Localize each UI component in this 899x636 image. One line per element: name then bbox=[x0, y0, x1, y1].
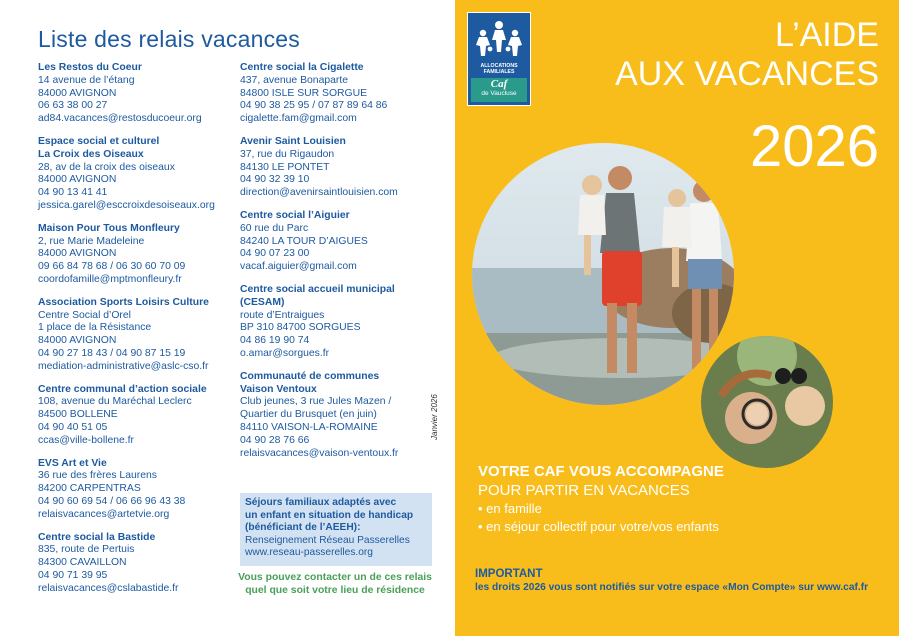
relais-name: Centre communal d’action sociale bbox=[38, 383, 207, 395]
logo-department: de Vaucluse bbox=[481, 90, 517, 97]
relais-detail: 437, avenue Bonaparte bbox=[240, 74, 349, 86]
relais-name: Avenir Saint Louisien bbox=[240, 135, 346, 147]
hero-title-line-1: L’AIDE bbox=[775, 16, 879, 54]
relais-email-link[interactable]: relaisvacances@cslabastide.fr bbox=[38, 582, 179, 594]
relais-email-link[interactable]: jessica.garel@esccroixdesoiseaux.org bbox=[38, 199, 215, 211]
relais-detail: 04 86 19 90 74 bbox=[240, 335, 310, 347]
relais-detail: 2, rue Marie Madeleine bbox=[38, 235, 145, 247]
important-text: les droits 2026 vous sont notifiés sur votre espace «Mon Compte» sur www.caf.fr bbox=[475, 582, 869, 593]
relais-name: Vaison Ventoux bbox=[240, 383, 317, 395]
relais-email-link[interactable]: ccas@ville-bollene.fr bbox=[38, 434, 135, 446]
special-box-line-1: Renseignement Réseau Passerelles bbox=[245, 534, 410, 546]
special-box-title-1: Séjours familiaux adaptés avec bbox=[245, 497, 397, 508]
relais-detail: 04 90 71 39 95 bbox=[38, 569, 108, 581]
bullet-collective: • en séjour collectif pour votre/vos enfants bbox=[478, 519, 719, 534]
relais-column-1 bbox=[38, 62, 238, 605]
relais-detail: route d’Entraigues bbox=[240, 309, 325, 321]
relais-detail: 04 90 38 25 95 / 07 87 89 64 86 bbox=[240, 100, 388, 112]
relais-detail: 84130 LE PONTET bbox=[240, 161, 330, 173]
relais-detail: 04 90 07 23 00 bbox=[240, 248, 310, 260]
special-stays-box bbox=[240, 493, 432, 566]
family-beach-illustration bbox=[472, 143, 734, 405]
relais-detail: 84800 ISLE SUR SORGUE bbox=[240, 87, 368, 99]
relais-name: Les Restos du Coeur bbox=[38, 62, 142, 73]
caf-logo bbox=[467, 12, 531, 106]
logo-org-line-2: FAMILIALES bbox=[483, 69, 515, 75]
logo-caf-text: Caf bbox=[490, 78, 508, 90]
relais-name: Centre social l’Aiguier bbox=[240, 209, 350, 221]
relais-email-link[interactable]: cigalette.fam@gmail.com bbox=[240, 113, 357, 125]
relais-detail: 14 avenue de l’étang bbox=[38, 74, 135, 86]
relais-detail: 84500 BOLLENE bbox=[38, 409, 118, 421]
relais-name: Communauté de communes bbox=[240, 370, 380, 382]
bullet-family: • en famille bbox=[478, 501, 542, 516]
relais-detail: BP 310 84700 SORGUES bbox=[240, 322, 361, 334]
relais-email-link[interactable]: relaisvacances@artetvie.org bbox=[38, 508, 170, 520]
relais-name: Centre social accueil municipal bbox=[240, 283, 395, 295]
hero-title-line-2: AUX VACANCES bbox=[615, 55, 879, 93]
tagline-sub: POUR PARTIR EN VACANCES bbox=[478, 482, 690, 499]
relais-detail: 84110 VAISON-LA-ROMAINE bbox=[240, 421, 378, 433]
relais-detail: Club jeunes, 3 rue Jules Mazen / bbox=[240, 396, 392, 408]
family-figures-icon bbox=[468, 15, 530, 63]
tagline bbox=[478, 462, 888, 536]
relais-detail: 04 90 28 76 66 bbox=[240, 434, 310, 446]
logo-caf-block bbox=[471, 78, 527, 102]
publication-date: Janvier 2026 bbox=[430, 394, 439, 440]
relais-entry bbox=[38, 297, 238, 374]
relais-detail: 84240 LA TOUR D’AIGUES bbox=[240, 235, 368, 247]
relais-entry bbox=[38, 458, 238, 522]
relais-entry bbox=[240, 136, 435, 200]
relais-detail: 84000 AVIGNON bbox=[38, 87, 117, 99]
relais-entry bbox=[240, 210, 435, 274]
relais-detail: 84000 AVIGNON bbox=[38, 248, 117, 260]
relais-name: Association Sports Loisirs Culture bbox=[38, 296, 209, 308]
relais-name: Centre social la Bastide bbox=[38, 531, 156, 543]
contact-note-line-2: quel que soit votre lieu de résidence bbox=[245, 585, 425, 596]
family-beach-photo bbox=[472, 143, 734, 405]
relais-entry bbox=[38, 223, 238, 287]
relais-entry bbox=[38, 532, 238, 596]
relais-detail: 04 90 60 69 54 / 06 66 96 43 38 bbox=[38, 495, 186, 507]
relais-detail: 04 90 40 51 05 bbox=[38, 421, 108, 433]
relais-entry bbox=[38, 384, 238, 448]
relais-entry bbox=[240, 62, 435, 126]
relais-entry bbox=[38, 62, 238, 126]
relais-email-link[interactable]: o.amar@sorgues.fr bbox=[240, 347, 330, 359]
relais-name: (CESAM) bbox=[240, 296, 285, 308]
relais-detail: 84000 AVIGNON bbox=[38, 174, 117, 186]
relais-detail: 04 90 27 18 43 / 04 90 87 15 19 bbox=[38, 347, 186, 359]
contact-note bbox=[230, 571, 440, 597]
relais-name: La Croix des Oiseaux bbox=[38, 148, 144, 160]
relais-detail: 28, av de la croix des oiseaux bbox=[38, 161, 175, 173]
relais-column-2 bbox=[240, 62, 435, 470]
relais-detail: 09 66 84 78 68 / 06 30 60 70 09 bbox=[38, 261, 186, 273]
kids-illustration bbox=[701, 336, 833, 468]
relais-detail: Quartier du Brusquet (en juin) bbox=[240, 409, 377, 421]
relais-detail: 835, route de Pertuis bbox=[38, 544, 135, 556]
relais-detail: 84200 CARPENTRAS bbox=[38, 483, 141, 495]
tagline-heading: VOTRE CAF VOUS ACCOMPAGNE bbox=[478, 463, 724, 480]
relais-entry bbox=[240, 371, 435, 461]
special-box-title-2: un enfant en situation de handicap bbox=[245, 509, 414, 521]
relais-detail: 37, rue du Rigaudon bbox=[240, 148, 335, 160]
relais-email-link[interactable]: coordofamille@mptmonfleury.fr bbox=[38, 273, 182, 285]
relais-detail: 36 rue des frères Laurens bbox=[38, 470, 157, 482]
relais-email-link[interactable]: relaisvacances@vaison-ventoux.fr bbox=[240, 447, 399, 459]
relais-detail: 60 rue du Parc bbox=[240, 222, 309, 234]
relais-detail: 108, avenue du Maréchal Leclerc bbox=[38, 396, 192, 408]
relais-detail: 04 90 32 39 10 bbox=[240, 174, 310, 186]
kids-magnifying-glass-photo bbox=[699, 334, 835, 470]
hero-title bbox=[615, 16, 879, 94]
relais-name: EVS Art et Vie bbox=[38, 457, 107, 469]
relais-detail: 84000 AVIGNON bbox=[38, 335, 117, 347]
important-heading: IMPORTANT bbox=[475, 568, 543, 580]
relais-detail: 06 63 38 00 27 bbox=[38, 100, 108, 112]
special-box-title-3: (bénéficiant de l’AEEH): bbox=[245, 522, 361, 534]
relais-email-link[interactable]: vacaf.aiguier@gmail.com bbox=[240, 261, 357, 273]
relais-email-link[interactable]: mediation-administrative@aslc-cso.fr bbox=[38, 360, 209, 372]
relais-name: Maison Pour Tous Monfleury bbox=[38, 222, 180, 234]
logo-org-text bbox=[470, 63, 528, 75]
important-notice bbox=[475, 567, 895, 595]
relais-name: Espace social et culturel bbox=[38, 135, 160, 147]
page-title: Liste des relais vacances bbox=[38, 26, 300, 52]
relais-detail: 1 place de la Résistance bbox=[38, 322, 152, 334]
relais-name: Centre social la Cigalette bbox=[240, 62, 364, 73]
relais-detail: 84300 CAVAILLON bbox=[38, 557, 127, 569]
hero-year: 2026 bbox=[749, 114, 879, 179]
relais-detail: 04 90 13 41 41 bbox=[38, 187, 108, 199]
relais-detail: Centre Social d’Orel bbox=[38, 309, 131, 321]
relais-entry bbox=[38, 136, 238, 213]
contact-note-line-1: Vous pouvez contacter un de ces relais bbox=[238, 572, 432, 583]
logo-org-line-1: ALLOCATIONS bbox=[480, 63, 518, 69]
special-box-link[interactable]: www.reseau-passerelles.org bbox=[245, 547, 373, 559]
right-panel bbox=[455, 0, 899, 636]
relais-email-link[interactable]: ad84.vacances@restosducoeur.org bbox=[38, 113, 202, 125]
relais-entry bbox=[240, 284, 435, 361]
relais-email-link[interactable]: direction@avenirsaintlouisien.com bbox=[240, 187, 398, 199]
